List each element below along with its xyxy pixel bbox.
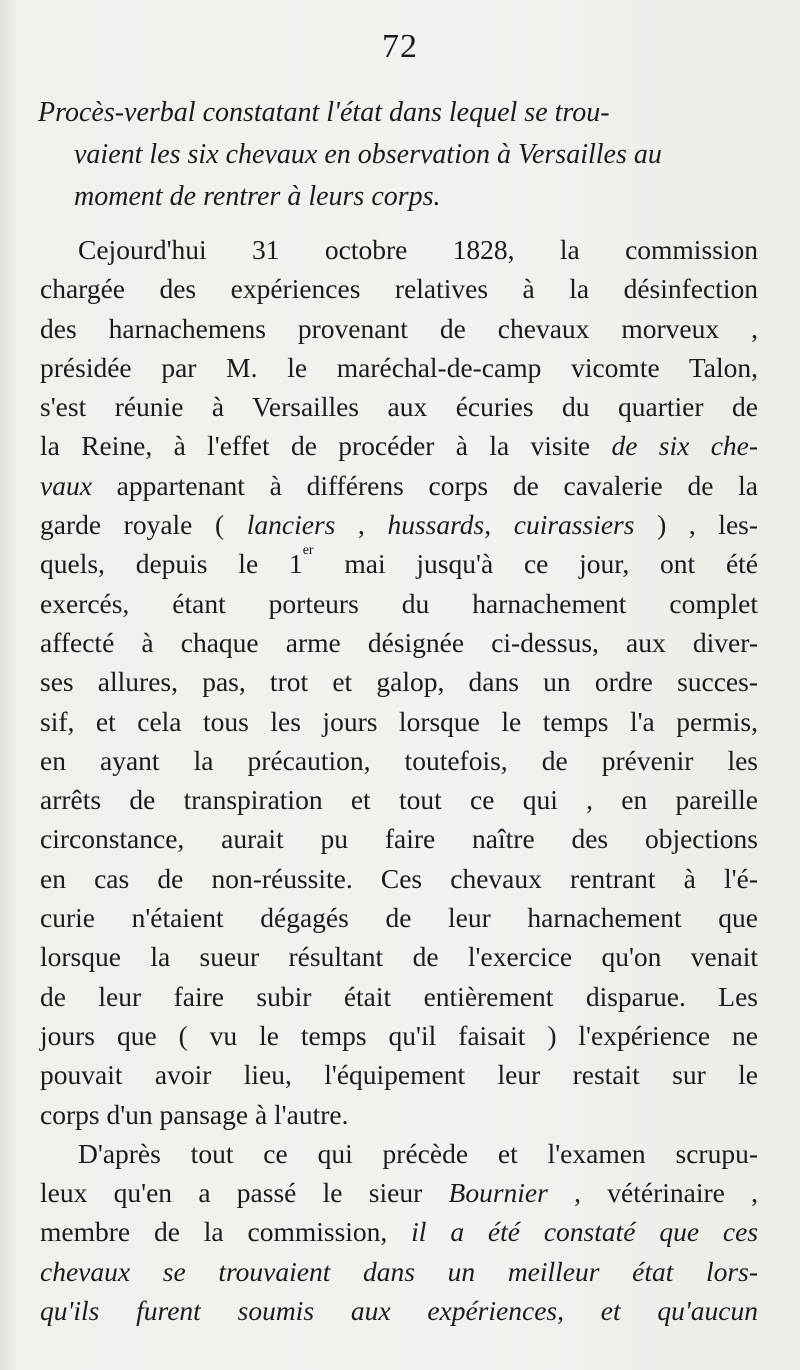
text-fragment: appartenant à différens corps de cavalerie de la <box>116 469 758 501</box>
text-line <box>40 1252 758 1291</box>
text-line: circonstance, aurait pu faire naître des objections <box>40 823 758 855</box>
text-line: D'après tout ce qui précède et l'examen scrupu- <box>78 1137 758 1169</box>
text-line <box>40 466 758 505</box>
italic-fragment: cuirassiers <box>513 509 635 541</box>
text-line: des harnachemens provenant de chevaux morveux , <box>40 312 758 344</box>
heading-line: vaient les six chevaux en observation à Versailles au <box>74 139 662 170</box>
heading-line: moment de rentrer à leurs corps. <box>74 181 441 212</box>
text-line: ses allures, pas, trot et galop, dans un ordre succes- <box>40 666 758 698</box>
italic-fragment: vaux <box>40 469 92 501</box>
text-line: corps d'un pansage à l'autre. <box>40 1098 349 1130</box>
text-fragment: mai jusqu'à ce jour, ont été <box>344 548 758 580</box>
text-fragment: ) , les- <box>657 509 759 541</box>
text-line: s'est réunie à Versailles aux écuries du quartier de <box>40 391 758 423</box>
text-fragment: membre de la commission, <box>40 1216 388 1248</box>
text-line: en ayant la précaution, toutefois, de prévenir les <box>40 744 758 776</box>
text-line <box>40 426 758 465</box>
heading-line: Procès-verbal constatant l'état dans lequel se trou- <box>38 97 610 128</box>
text-fragment: garde royale ( <box>40 509 225 541</box>
text-line <box>40 544 758 583</box>
text-fragment: , <box>484 509 492 541</box>
text-line: exercés, étant porteurs du harnachement complet <box>40 587 758 619</box>
italic-fragment: qu'ils furent soumis aux expériences, et qu'aucun <box>40 1295 758 1327</box>
text-fragment: , vétérinaire , <box>574 1177 758 1209</box>
body-text <box>40 230 758 1330</box>
text-line: lorsque la sueur résultant de l'exercice qu'on venait <box>40 941 758 973</box>
text-line: présidée par M. le maréchal-de-camp vicomte Talon, <box>40 351 758 383</box>
text-fragment: quels, depuis le 1 <box>40 548 303 580</box>
text-line: jours que ( vu le temps qu'il faisait ) l'expérience ne <box>40 1019 758 1051</box>
page-number: 72 <box>382 28 418 65</box>
italic-fragment: il a été constaté que ces <box>411 1216 759 1248</box>
italic-fragment: de six che- <box>611 430 759 462</box>
superscript: er <box>302 543 314 559</box>
text-line: affecté à chaque arme désignée ci-dessus, aux diver- <box>40 626 758 658</box>
section-heading <box>38 92 756 218</box>
text-line: Cejourd'hui 31 octobre 1828, la commission <box>78 234 758 265</box>
text-line: chargée des expériences relatives à la désinfection <box>40 273 758 305</box>
text-fragment: la Reine, à l'effet de procéder à la visite <box>40 430 591 462</box>
text-line <box>40 505 758 544</box>
text-line: curie n'étaient dégagés de leur harnachement que <box>40 902 758 934</box>
text-line: sif, et cela tous les jours lorsque le temps l'a permis, <box>40 705 758 737</box>
text-line <box>40 1173 758 1212</box>
text-fragment: , <box>357 509 365 541</box>
text-line: pouvait avoir lieu, l'équipement leur restait sur le <box>40 1059 758 1091</box>
italic-fragment: lanciers <box>246 509 336 541</box>
italic-fragment: Bournier <box>448 1177 548 1209</box>
text-line <box>40 1212 758 1251</box>
text-line: de leur faire subir était entièrement disparue. Les <box>40 980 758 1012</box>
text-line <box>40 1291 758 1330</box>
text-line: en cas de non-réussite. Ces chevaux rentrant à l'é- <box>40 862 758 894</box>
text-line: arrêts de transpiration et tout ce qui , en pareille <box>40 784 758 816</box>
italic-fragment: hussards <box>387 509 485 541</box>
text-fragment: leux qu'en a passé le sieur <box>40 1177 423 1209</box>
italic-fragment: chevaux se trouvaient dans un meilleur état lors- <box>40 1255 758 1287</box>
